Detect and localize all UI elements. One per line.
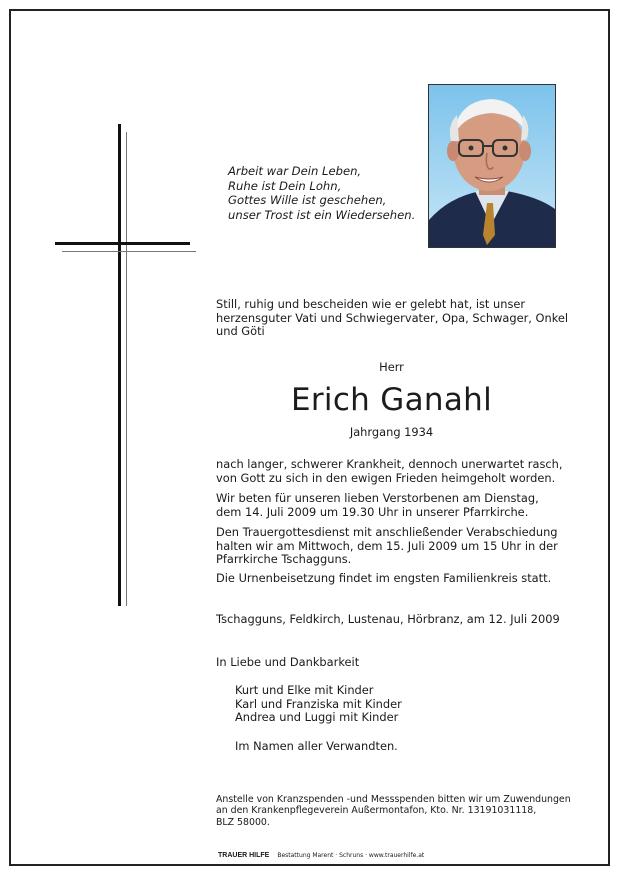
intro-text: Still, ruhig und bescheiden wie er gelebt hat, ist unser herzensguter Vati und Schwiegervater, Opa, Schwager, Onkel und Göti (216, 297, 569, 339)
closing-text: In Liebe und Dankbarkeit (216, 655, 360, 669)
list-item: Karl und Franziska mit Kinder (235, 696, 402, 711)
prayer-text: Wir beten für unseren lieben Verstorbenen am Dienstag, dem 14. Juli 2009 um 19.30 Uhr in unserer Pfarrkirche. (216, 491, 539, 519)
footer-text: Bestattung Marent · Schruns · www.trauerhilfe.at (277, 852, 425, 859)
relatives-text: Im Namen aller Verwandten. (235, 739, 398, 753)
passing-text: nach langer, schwerer Krankheit, dennoch unerwartet rasch, von Gott zu sich in den ewigen Frieden heimgeholt worden. (216, 457, 563, 485)
salutation: Herr (379, 360, 404, 374)
donation-text: Anstelle von Kranzspenden -und Messspenden bitten wir um Zuwendungen an den Krankenpflegeverein Außermontafon, Kto. Nr. 13191031118, BLZ 58000. (216, 794, 571, 828)
deceased-name: Erich Ganahl (290, 382, 492, 418)
birth-year: Jahrgang 1934 (349, 425, 434, 439)
poem: Arbeit war Dein Leben, Ruhe ist Dein Lohn, Gottes Wille ist geschehen, unser Trost ist ein Wiedersehen. (228, 164, 416, 222)
place-date: Tschagguns, Feldkirch, Lustenau, Hörbranz, am 12. Juli 2009 (216, 612, 560, 626)
family-list (235, 684, 402, 725)
burial-text: Die Urnenbeisetzung findet im engsten Familienkreis statt. (216, 571, 552, 585)
footer (218, 852, 424, 859)
portrait-photo (428, 84, 556, 248)
list-item: Andrea und Luggi mit Kinder (235, 710, 399, 725)
list-item: Kurt und Elke mit Kinder (235, 683, 374, 697)
service-text: Den Trauergottesdienst mit anschließender Verabschiedung halten wir am Mittwoch, dem 15. Juli 2009 um 15 Uhr in der Pfarrkirche Tschagguns. (216, 525, 558, 567)
footer-brand: TRAUER HILFE (218, 852, 270, 859)
